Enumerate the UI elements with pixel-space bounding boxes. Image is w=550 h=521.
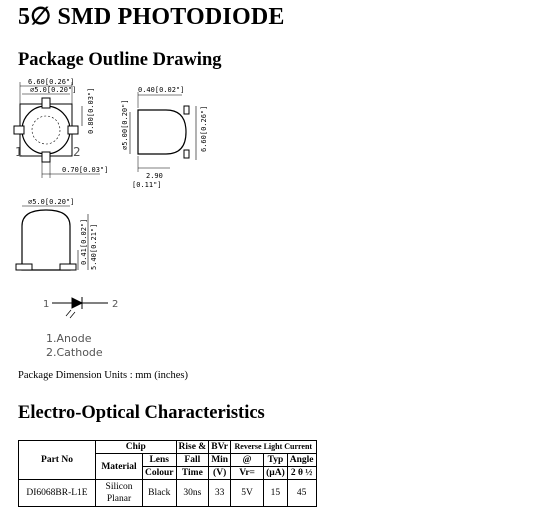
cell-bvr: 33 <box>209 480 231 507</box>
th-rise-2: Fall <box>176 454 209 467</box>
side-view <box>130 92 196 172</box>
top-dim-pad-width: 0.70[0.03"] <box>62 166 109 174</box>
top-dim-width: 6.60[0.26"] <box>28 78 75 86</box>
cell-material <box>96 480 143 507</box>
cell-material-line-2: Planar <box>106 494 132 504</box>
side-dim-dia: ∅5.00[0.20"] <box>121 99 129 150</box>
top-pin-1: 1 <box>15 145 23 159</box>
photodiode-symbol <box>52 297 108 318</box>
th-part-no: Part No <box>19 441 96 480</box>
th-bvr-2: Min <box>209 454 231 467</box>
cell-material-line-1: Silicon <box>105 482 133 492</box>
cell-rise-fall: 30ns <box>176 480 209 507</box>
side-dim-top: 0.40[0.02"] <box>138 86 185 94</box>
front-dim-lead: 0.41[0.02"] <box>80 218 88 265</box>
th-reverse: Reverse Light Current <box>231 441 316 454</box>
top-pin-2: 2 <box>73 145 81 159</box>
front-dim-height: 5.40[0.21"] <box>90 223 98 270</box>
th-at-1: @ <box>231 454 264 467</box>
cell-angle: 45 <box>287 480 316 507</box>
electro-optical-table <box>18 440 317 507</box>
th-material: Material <box>96 454 143 480</box>
dimension-note: Package Dimension Units : mm (inches) <box>18 370 189 381</box>
th-angle-2: 2 θ ½ <box>287 467 316 480</box>
legend-anode: 1.Anode <box>46 332 92 345</box>
package-outline-heading: Package Outline Drawing <box>18 50 222 70</box>
th-lens-1: Lens <box>143 454 177 467</box>
th-rise-1: Rise & <box>176 441 209 454</box>
th-bvr-3: (V) <box>209 467 231 480</box>
symbol-pin-1: 1 <box>43 299 50 310</box>
symbol-pin-2: 2 <box>112 299 119 310</box>
front-dim-dia: ∅5.0[0.20"] <box>28 198 75 206</box>
electro-optical-heading: Electro-Optical Characteristics <box>18 403 265 423</box>
cell-typ: 15 <box>264 480 288 507</box>
th-at-2: Vr= <box>231 467 264 480</box>
side-dim-height: 6.60[0.26"] <box>200 105 208 152</box>
th-rise-3: Time <box>176 467 209 480</box>
package-outline-drawing <box>0 70 550 370</box>
th-chip: Chip <box>96 441 177 454</box>
table-row <box>19 480 317 507</box>
page-title: 5∅ SMD PHOTODIODE <box>18 4 285 30</box>
top-dim-dia: ∅5.0[0.20"] <box>30 86 77 94</box>
th-bvr-1: BVr <box>209 441 231 454</box>
front-view <box>16 206 88 270</box>
cell-vr: 5V <box>231 480 264 507</box>
cell-part-no: DI6068BR-L1E <box>19 480 96 507</box>
th-angle-1: Angle <box>287 454 316 467</box>
side-dim-bottom-1: 2.90 <box>146 172 163 180</box>
top-dim-pad-gap: 0.80[0.03"] <box>87 87 95 134</box>
legend-cathode: 2.Cathode <box>46 346 103 359</box>
th-typ-1: Typ <box>264 454 288 467</box>
th-typ-2: (µA) <box>264 467 288 480</box>
side-dim-bottom-2: [0.11"] <box>132 181 162 189</box>
cell-lens-colour: Black <box>143 480 177 507</box>
th-lens-2: Colour <box>143 467 177 480</box>
